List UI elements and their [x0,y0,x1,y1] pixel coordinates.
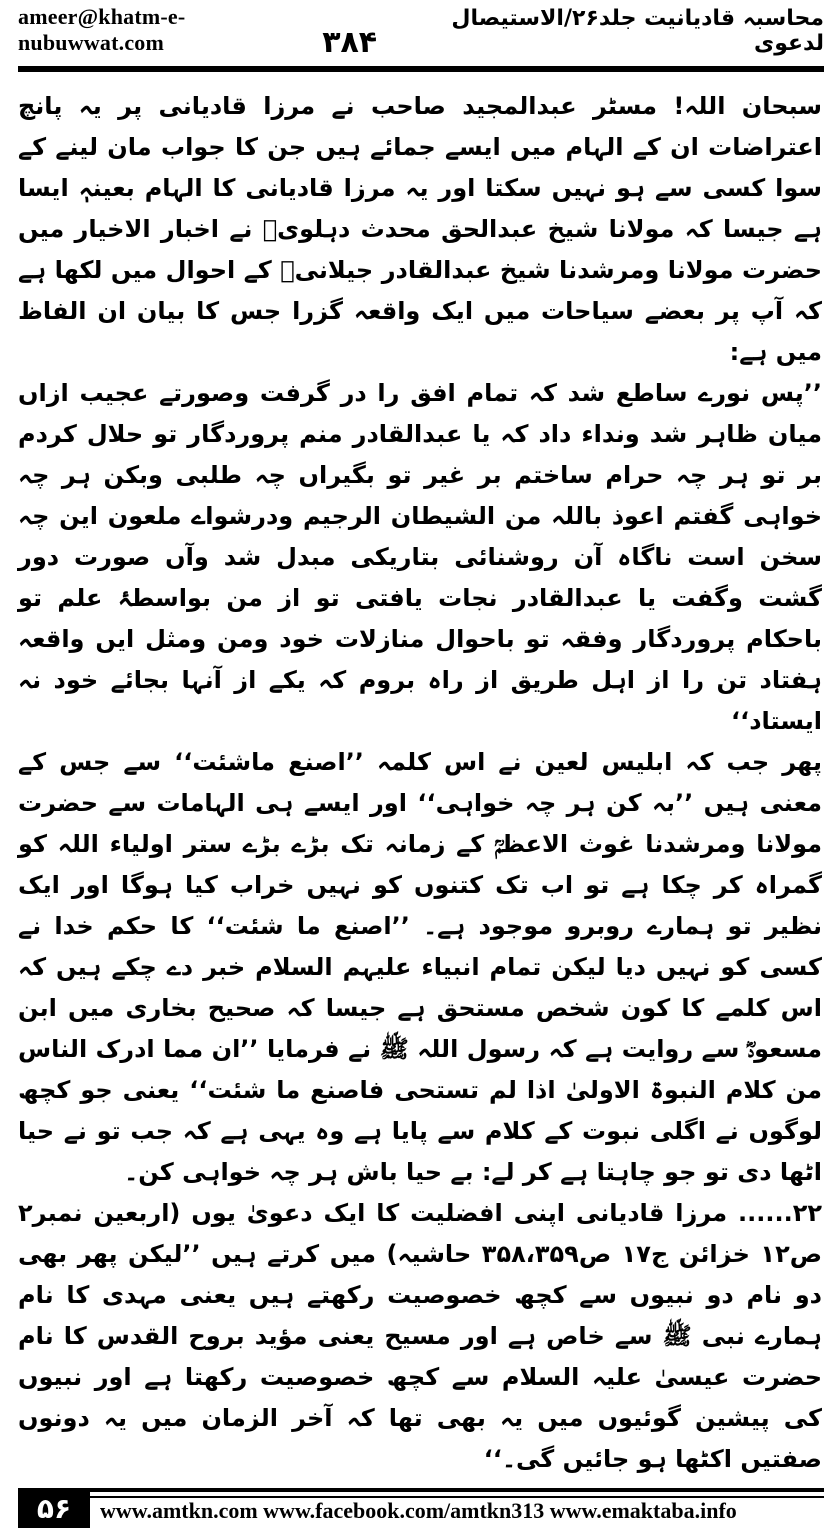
paragraph: ۲۲...... مرزا قادیانی اپنی افضلیت کا ایک دعویٰ یوں (اربعین نمبر۲ ص۱۲ خزائن ج۱۷ ص۳۵۸،۳۵۹ حاشیہ) میں کرتے ہیں ’’لیکن پھر بھی دو نام دو نبیوں سے کچھ خصوصیت رکھتے ہیں یعنی مہدی کا نام ہمارے نبی ﷺ سے خاص ہے اور مسیح یعنی مؤید بروح القدس کا نام حضرت عیسیٰ علیہ السلام سے کچھ خصوصیت رکھتا ہے اور نبیوں کی پیشین گوئیوں میں یہ بھی تھا کہ آخر الزمان میں یہ دونوں صفتیں اکٹھا ہو جائیں گی۔‘‘ [18,1199,823,1473]
page-footer [18,1488,824,1528]
footer-links-area [90,1488,824,1528]
header-title: محاسبہ قادیانیت جلد۲۶/الاستیصال لدعوی [451,6,824,56]
footer-page-number: ۵۶ [18,1488,90,1528]
page-body [18,86,823,1473]
header-rule [18,66,824,72]
paragraph: سبحان اللہ! مسٹر عبدالمجید صاحب نے مرزا قادیانی پر یہ پانچ اعتراضات ان کے الہام میں ایسے جمائے ہیں جن کا جواب مان لینے کے سوا کسی سے ہو نہیں سکتا اور یہ مرزا قادیانی کا الہام بعینہٖ ایسا ہے جیسا کہ مولانا شیخ عبدالحق محدث دہلویؒ نے اخبار الاخیار میں حضرت مولانا ومرشدنا شیخ عبدالقادر جیلانیؒ کے احوال میں لکھا ہے کہ آپ پر بعضے سیاحات میں ایک واقعہ گزرا جس کا بیان ان الفاظ میں ہے: [18,92,822,366]
footer-links: www.amtkn.com www.facebook.com/amtkn313 www.emaktaba.info [100,1498,737,1523]
page-header [18,4,824,64]
paragraph: ’’پس نورے ساطع شد کہ تمام افق را در گرفت وصورتے عجیب ازاں میان ظاہر شد ونداء داد کہ یا عبدالقادر منم پروردگار تو حلال کردم بر تو ہر چہ حرام ساختم بر غیر تو بگیراں چہ طلبی وبکن ہر چہ خواہی گفتم اعوذ باللہ من الشیطان الرجیم ودرشواے ملعون این چہ سخن است ناگاہ آن روشنائی بتاریکی مبدل شد وآں صورت دور گشت وگفت یا عبدالقادر نجات یافتی تو از من بواسطۂ علم تو باحکام پروردگار وفقہ تو باحوال منازلات خود ومن ومثل ایں واقعہ ہفتاد تن را از اہل طریق از راہ بروم کہ یکے از آنہا بجائے خود نہ ایستاد‘‘ [18,379,822,735]
header-right [322,6,824,64]
header-page-number: ۳۸۴ [322,25,378,60]
footer-rule [90,1488,824,1492]
paragraph: پھر جب کہ ابلیس لعین نے اس کلمہ ’’اصنع ماشئت‘‘ سے جس کے معنی ہیں ’’بہ کن ہر چہ خواہی‘‘ اور ایسے ہی الہامات سے حضرت مولانا ومرشدنا غوث الاعظمؒ کے زمانہ تک بڑے بڑے ستر اولیاء اللہ کو گمراہ کر چکا ہے تو اب تک کتنوں کو نہیں خراب کیا ہوگا اور ایک نظیر تو ہمارے روبرو موجود ہے۔ ’’اصنع ما شئت‘‘ کا حکم خدا نے کسی کو نہیں دیا لیکن تمام انبیاء علیہم السلام خبر دے چکے ہیں کہ اس کلمے کا کون شخص مستحق ہے جیسا کہ صحیح بخاری میں ابن مسعودؓ سے روایت ہے کہ رسول اللہ ﷺ نے فرمایا ’’ان مما ادرک الناس من کلام النبوۃ الاولیٰ اذا لم تستحی فاصنع ما شئت‘‘ یعنی جو کچھ لوگوں نے اگلی نبوت کے کلام سے پایا ہے وہ یہی ہے کہ جب تو نے حیا اٹھا دی تو جو چاہتا ہے کر لے: بے حیا باش ہر چہ خواہی کن۔ [18,748,822,1186]
header-email: ameer@khatm-e-nubuwwat.com [18,4,186,55]
